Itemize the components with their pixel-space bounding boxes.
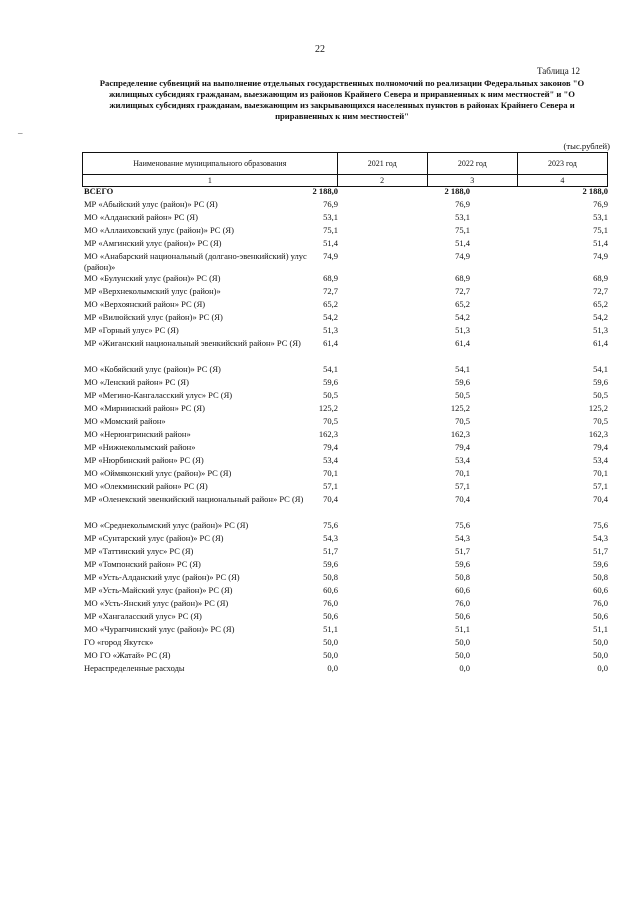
municipality-name: МР «Сунтарский улус (район)» РС (Я) <box>84 533 224 543</box>
municipality-name: МР «Нюрбинский район» РС (Я) <box>84 455 204 465</box>
value-2022: 50,5 <box>455 390 470 400</box>
value-2021: 2 188,0 <box>312 186 338 196</box>
value-2021: 70,5 <box>323 416 338 426</box>
table-row <box>82 663 608 676</box>
value-2022: 125,2 <box>450 403 470 413</box>
value-2023: 59,6 <box>593 377 608 387</box>
municipality-name: МО «Оймяконский улус (район)» РС (Я) <box>84 468 232 478</box>
value-2023: 59,6 <box>593 559 608 569</box>
table-row <box>82 238 608 251</box>
header-num-4: 4 <box>517 175 607 187</box>
table-row <box>82 598 608 611</box>
value-2022: 74,9 <box>455 251 470 261</box>
table-row <box>82 546 608 559</box>
table-row <box>82 364 608 377</box>
table-row <box>82 299 608 312</box>
value-2023: 70,4 <box>593 494 608 504</box>
municipality-name: МР «Жиганский национальный эвенкийский район» РС (Я) <box>84 338 301 348</box>
value-2022: 51,1 <box>455 624 470 634</box>
value-2023: 75,1 <box>593 225 608 235</box>
municipality-name: МР «Нижнеколымский район» <box>84 442 196 452</box>
table-row <box>82 286 608 299</box>
value-2022: 76,9 <box>455 199 470 209</box>
municipality-name: МО «Олекминский район» РС (Я) <box>84 481 208 491</box>
municipality-name: МО «Среднеколымский улус (район)» РС (Я) <box>84 520 249 530</box>
value-2022: 51,7 <box>455 546 470 556</box>
value-2022: 75,1 <box>455 225 470 235</box>
municipality-name: МР «Амгинский улус (район)» РС (Я) <box>84 238 222 248</box>
value-2022: 53,1 <box>455 212 470 222</box>
value-2022: 51,3 <box>455 325 470 335</box>
total-row <box>82 186 608 199</box>
value-2022: 76,0 <box>455 598 470 608</box>
value-2022: 65,2 <box>455 299 470 309</box>
value-2023: 51,4 <box>593 238 608 248</box>
value-2023: 68,9 <box>593 273 608 283</box>
municipality-name: МР «Хангаласский улус» РС (Я) <box>84 611 202 621</box>
value-2021: 53,4 <box>323 455 338 465</box>
value-2022: 57,1 <box>455 481 470 491</box>
value-2021: 54,1 <box>323 364 338 374</box>
value-2022: 50,6 <box>455 611 470 621</box>
value-2023: 75,6 <box>593 520 608 530</box>
table-row <box>82 377 608 390</box>
value-2021: 57,1 <box>323 481 338 491</box>
value-2021: 76,9 <box>323 199 338 209</box>
value-2021: 50,5 <box>323 390 338 400</box>
municipality-name: МР «Таттинский улус» РС (Я) <box>84 546 194 556</box>
value-2022: 50,0 <box>455 650 470 660</box>
table-row <box>82 390 608 403</box>
value-2023: 61,4 <box>593 338 608 348</box>
value-2021: 50,0 <box>323 650 338 660</box>
value-2023: 51,1 <box>593 624 608 634</box>
value-2021: 76,0 <box>323 598 338 608</box>
table-row <box>82 455 608 468</box>
value-2023: 79,4 <box>593 442 608 452</box>
table-row <box>82 468 608 481</box>
municipality-name: МР «Усть-Майский улус (район)» РС (Я) <box>84 585 233 595</box>
municipality-name: ГО «город Якутск» <box>84 637 154 647</box>
value-2022: 50,0 <box>455 637 470 647</box>
group-spacer <box>82 507 608 520</box>
municipality-name: МО «Верхоянский район» РС (Я) <box>84 299 206 309</box>
table-row <box>82 429 608 442</box>
municipality-name: Нераспределенные расходы <box>84 663 185 673</box>
municipality-name: МР «Оленекский эвенкийский национальный район» РС (Я) <box>84 494 304 504</box>
municipality-name: МО ГО «Жатай» РС (Я) <box>84 650 171 660</box>
value-2023: 50,6 <box>593 611 608 621</box>
value-2021: 53,1 <box>323 212 338 222</box>
municipality-name: МР «Верхнеколымский улус (район)» <box>84 286 221 296</box>
table-row <box>82 624 608 637</box>
value-2022: 162,3 <box>450 429 470 439</box>
value-2023: 76,0 <box>593 598 608 608</box>
value-2023: 54,3 <box>593 533 608 543</box>
value-2022: 59,6 <box>455 559 470 569</box>
value-2022: 60,6 <box>455 585 470 595</box>
table-row <box>82 442 608 455</box>
table-row <box>82 520 608 533</box>
table-row <box>82 251 608 273</box>
municipality-name: МО «Аллаиховский улус (район)» РС (Я) <box>84 225 234 235</box>
value-2021: 74,9 <box>323 251 338 261</box>
value-2023: 65,2 <box>593 299 608 309</box>
value-2022: 72,7 <box>455 286 470 296</box>
value-2022: 70,1 <box>455 468 470 478</box>
value-2023: 70,5 <box>593 416 608 426</box>
value-2023: 125,2 <box>588 403 608 413</box>
value-2021: 162,3 <box>318 429 338 439</box>
value-2022: 54,2 <box>455 312 470 322</box>
table-row <box>82 533 608 546</box>
value-2021: 68,9 <box>323 273 338 283</box>
page-number: 22 <box>315 44 325 55</box>
value-2021: 50,0 <box>323 637 338 647</box>
header-2021: 2021 год <box>337 153 427 175</box>
page-margin-mark: – <box>18 128 23 138</box>
value-2022: 70,5 <box>455 416 470 426</box>
municipality-name: МО «Ленский район» РС (Я) <box>84 377 189 387</box>
value-2021: 125,2 <box>318 403 338 413</box>
municipality-name: МО «Алданский район» РС (Я) <box>84 212 198 222</box>
value-2023: 2 188,0 <box>582 186 608 196</box>
value-2021: 54,2 <box>323 312 338 322</box>
table-row <box>82 637 608 650</box>
value-2021: 50,8 <box>323 572 338 582</box>
table-row <box>82 572 608 585</box>
value-2021: 70,4 <box>323 494 338 504</box>
header-num-3: 3 <box>427 175 517 187</box>
value-2023: 51,7 <box>593 546 608 556</box>
value-2021: 51,3 <box>323 325 338 335</box>
value-2021: 59,6 <box>323 377 338 387</box>
value-2023: 54,1 <box>593 364 608 374</box>
header-num-2: 2 <box>337 175 427 187</box>
municipality-name: МР «Горный улус» РС (Я) <box>84 325 179 335</box>
value-2021: 65,2 <box>323 299 338 309</box>
value-2022: 53,4 <box>455 455 470 465</box>
value-2021: 75,1 <box>323 225 338 235</box>
value-2021: 59,6 <box>323 559 338 569</box>
value-2021: 54,3 <box>323 533 338 543</box>
table-row <box>82 416 608 429</box>
table-row <box>82 585 608 598</box>
table-row <box>82 325 608 338</box>
value-2021: 75,6 <box>323 520 338 530</box>
value-2022: 54,3 <box>455 533 470 543</box>
municipality-name: МО «Мирнинский район» РС (Я) <box>84 403 205 413</box>
table-row <box>82 212 608 225</box>
document-title: Распределение субвенций на выполнение отдельных государственных полномочий по реализации Федеральных законов "О жилищных субсидиях гражданам, выезжающим из районов Крайнего Севера и приравненных к ним местностей" и "О жилищных субсидиях гражданам, выезжающим из закрывающихся населенных пунктов в районах Крайнего Севера и приравненных к ним местностей" <box>99 78 585 121</box>
municipality-name: МО «Булунский улус (район)» РС (Я) <box>84 273 221 283</box>
value-2021: 72,7 <box>323 286 338 296</box>
value-2023: 76,9 <box>593 199 608 209</box>
value-2022: 75,6 <box>455 520 470 530</box>
value-2023: 50,8 <box>593 572 608 582</box>
value-2022: 79,4 <box>455 442 470 452</box>
value-2022: 0,0 <box>459 663 470 673</box>
value-2021: 60,6 <box>323 585 338 595</box>
value-2022: 50,8 <box>455 572 470 582</box>
value-2023: 53,4 <box>593 455 608 465</box>
value-2021: 51,1 <box>323 624 338 634</box>
value-2023: 74,9 <box>593 251 608 261</box>
municipality-name: МР «Мегино-Кангаласский улус» РС (Я) <box>84 390 233 400</box>
municipality-name: МР «Вилюйский улус (район)» РС (Я) <box>84 312 223 322</box>
header-2023: 2023 год <box>517 153 607 175</box>
value-2023: 50,5 <box>593 390 608 400</box>
value-2023: 50,0 <box>593 637 608 647</box>
value-2023: 54,2 <box>593 312 608 322</box>
table-row <box>82 559 608 572</box>
value-2023: 57,1 <box>593 481 608 491</box>
value-2021: 50,6 <box>323 611 338 621</box>
table-number: Таблица 12 <box>537 66 580 76</box>
value-2023: 51,3 <box>593 325 608 335</box>
table-row <box>82 481 608 494</box>
municipality-name: МО «Анабарский национальный (долгано-эвенкийский) улус (район)» <box>84 251 307 272</box>
value-2023: 0,0 <box>597 663 608 673</box>
table-row <box>82 494 608 507</box>
value-2023: 162,3 <box>588 429 608 439</box>
value-2023: 70,1 <box>593 468 608 478</box>
municipality-name: МО «Момский район» <box>84 416 166 426</box>
header-2022: 2022 год <box>427 153 517 175</box>
municipality-name: МО «Кобяйский улус (район)» РС (Я) <box>84 364 221 374</box>
value-2022: 70,4 <box>455 494 470 504</box>
municipality-name: МО «Усть-Янский улус (район)» РС (Я) <box>84 598 229 608</box>
table-row <box>82 338 608 351</box>
table-row <box>82 611 608 624</box>
table-header <box>82 152 608 187</box>
header-num-1: 1 <box>83 175 338 187</box>
value-2021: 0,0 <box>327 663 338 673</box>
municipality-name: МО «Нерюнгринский район» <box>84 429 191 439</box>
value-2023: 50,0 <box>593 650 608 660</box>
value-2022: 54,1 <box>455 364 470 374</box>
value-2022: 61,4 <box>455 338 470 348</box>
municipality-name: ВСЕГО <box>84 186 114 196</box>
header-name: Наименование муниципального образования <box>83 153 338 175</box>
municipality-name: МО «Чурапчинский улус (район)» РС (Я) <box>84 624 235 634</box>
value-2023: 72,7 <box>593 286 608 296</box>
municipality-name: МР «Усть-Алданский улус (район)» РС (Я) <box>84 572 240 582</box>
table-row <box>82 403 608 416</box>
table-row <box>82 650 608 663</box>
value-2022: 59,6 <box>455 377 470 387</box>
municipality-name: МР «Абыйский улус (район)» РС (Я) <box>84 199 218 209</box>
value-2023: 53,1 <box>593 212 608 222</box>
unit-label: (тыс.рублей) <box>563 141 610 151</box>
table-row <box>82 273 608 286</box>
value-2021: 70,1 <box>323 468 338 478</box>
municipality-name: МР «Томпонский район» РС (Я) <box>84 559 201 569</box>
table-row <box>82 312 608 325</box>
value-2021: 51,4 <box>323 238 338 248</box>
value-2022: 51,4 <box>455 238 470 248</box>
value-2021: 51,7 <box>323 546 338 556</box>
value-2022: 68,9 <box>455 273 470 283</box>
value-2021: 79,4 <box>323 442 338 452</box>
value-2023: 60,6 <box>593 585 608 595</box>
table-row <box>82 225 608 238</box>
value-2021: 61,4 <box>323 338 338 348</box>
table-body <box>82 186 608 676</box>
group-spacer <box>82 351 608 364</box>
table-row <box>82 199 608 212</box>
value-2022: 2 188,0 <box>444 186 470 196</box>
